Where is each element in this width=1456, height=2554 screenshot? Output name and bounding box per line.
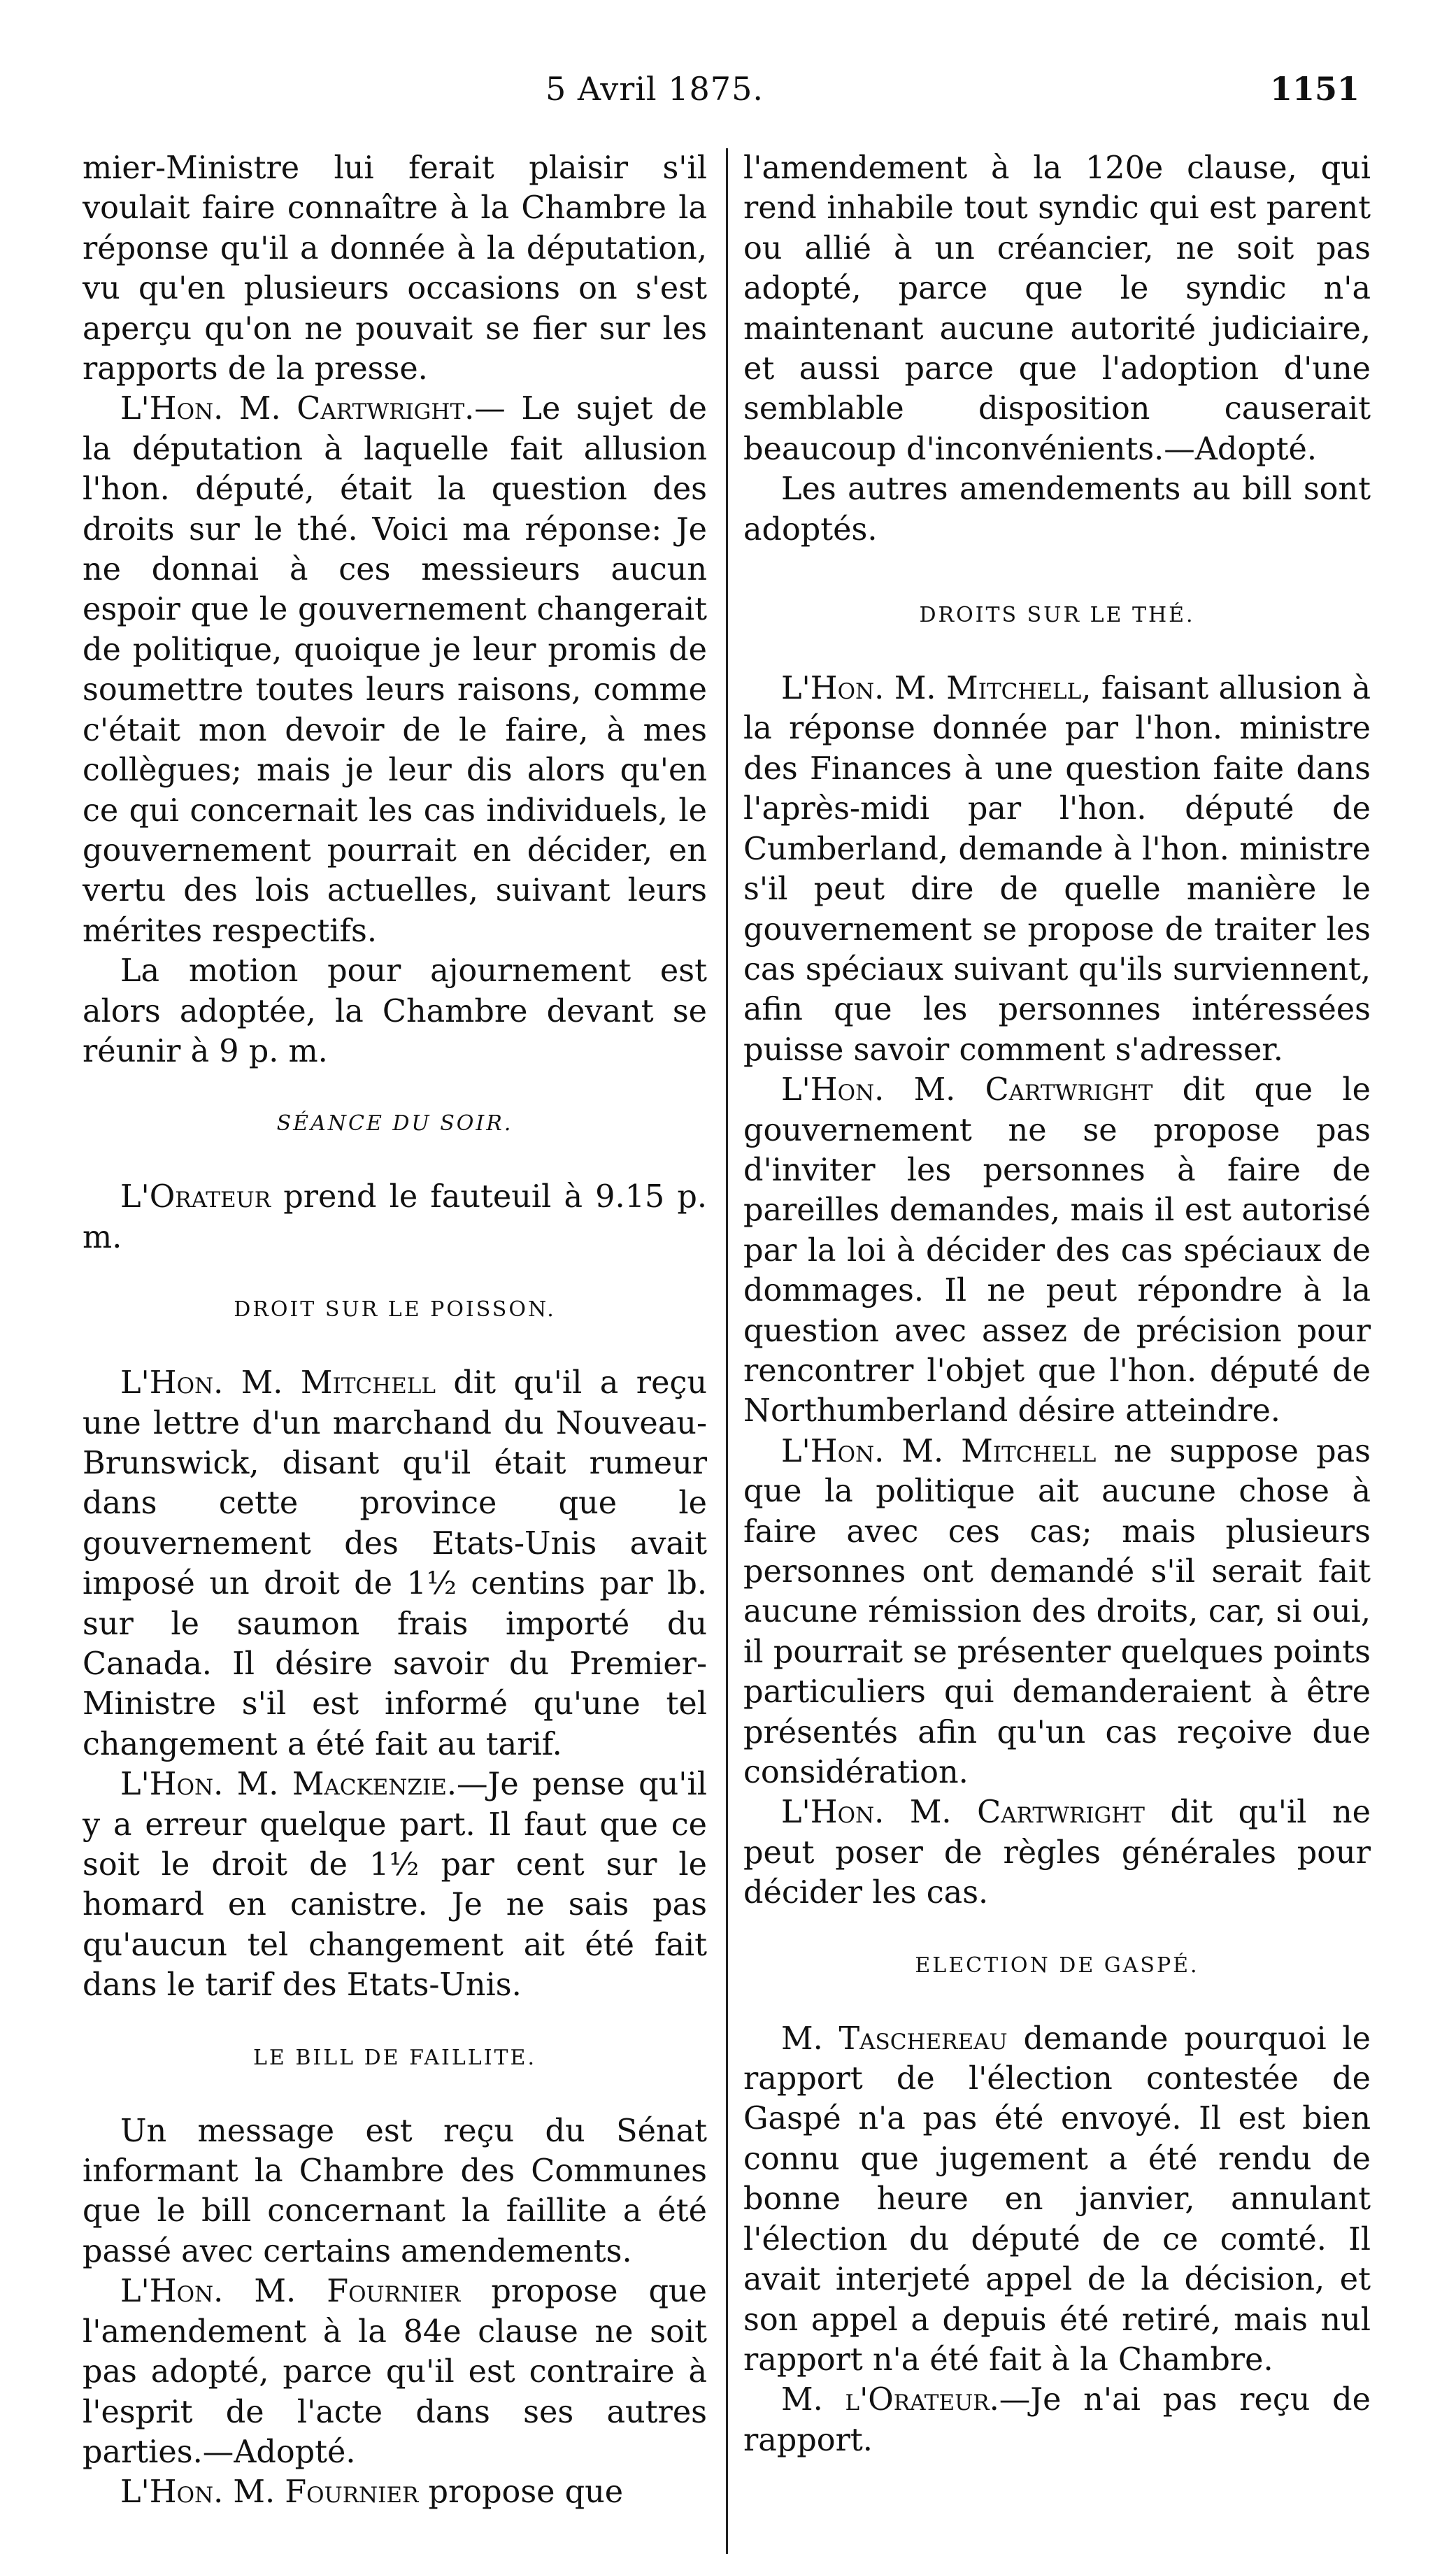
section-heading: LE BILL DE FAILLITE. — [253, 2045, 536, 2070]
section-heading: DROITS SUR LE THÉ. — [919, 603, 1195, 628]
paragraph: L'Hon. M. Cartwright dit que le gouvernement ne se propose pas d'inviter les personnes à faire de pareilles demandes, mais il est autorisé par la loi à décider des cas spéciaux de dommages. Il ne peut répondre à la question avec assez de précision pour rencontrer l'objet que l'hon. député de Northumberland désire atteindre. — [743, 1072, 1371, 1429]
paragraph: M. l'Orateur.—Je n'ai pas reçu de rapport. — [743, 2382, 1371, 2458]
paragraph: L'Hon. M. Mackenzie.—Je pense qu'il y a erreur quelque part. Il faut que ce soit le droit de 1½ par cent sur le homard en canistre. Je ne sais pas qu'aucun tel changement ait été fait dans le tarif des Etats-Unis. — [83, 1767, 707, 2004]
section-heading: ELECTION DE GASPÉ. — [915, 1953, 1199, 1978]
column-divider — [726, 148, 728, 2554]
speaker: L'Hon. M. Cartwright — [781, 1795, 1145, 1831]
page-number: 1151 — [1269, 70, 1359, 108]
speaker: L'Hon. M. Fournier — [120, 2474, 419, 2511]
speaker: L'Hon. M. Fournier — [120, 2274, 461, 2310]
paragraph: L'Hon. M. Mitchell dit qu'il a reçu une lettre d'un marchand du Nouveau-Brunswick, disant qu'il était rumeur dans cette province que le gouvernement des Etats-Unis avait imposé un droit de 1½ centins par lb. sur le saumon frais importé du Canada. Il désire savoir du Premier-Ministre s'il est informé qu'une tel changement a été fait au tarif. — [83, 1365, 707, 1762]
left-column — [83, 148, 707, 2513]
paragraph: L'Hon. M. Fournier propose que — [120, 2474, 624, 2511]
paragraph: Les autres amendements au bill sont adoptés. — [743, 471, 1371, 548]
speaker: L'Hon. M. Mackenzie. — [120, 1767, 457, 1803]
paragraph: L'Orateur prend le fauteuil à 9.15 p. m. — [83, 1179, 707, 1255]
paragraph: L'Hon. M. Mitchell, faisant allusion à la réponse donnée par l'hon. ministre des Finances à une question faite dans l'après-midi par l'hon. député de Cumberland, demande à l'hon. ministre s'il peut dire de quelle manière le gouvernement se propose de traiter les cas spéciaux suivant qu'ils surviennent, afin que les personnes intéressées puisse savoir comment s'adresser. — [743, 671, 1371, 1068]
section-heading: DROIT SUR LE POISSON. — [234, 1297, 556, 1322]
speaker: L'Hon. M. Mitchell — [781, 1433, 1097, 1469]
paragraph: L'Hon. M. Fournier propose que l'amendement à la 84e clause ne soit pas adopté, parce qu'il est contraire à l'esprit de l'acte dans ses autres parties.—Adopté. — [83, 2274, 707, 2470]
paragraph: l'amendement à la 120e clause, qui rend inhabile tout syndic qui est parent ou allié à un créancier, ne soit pas adopté, parce que le syndic n'a maintenant aucune autorité judiciaire, et aussi parce que l'adoption d'une semblable disposition causerait beaucoup d'inconvénients.—Adopté. — [743, 150, 1371, 467]
paragraph: mier-Ministre lui ferait plaisir s'il voulait faire connaître à la Chambre la réponse qu'il a donnée à la députation, vu qu'en plusieurs occasions on s'est aperçu qu'on ne pouvait se fier sur les rapports de la presse. — [83, 150, 707, 387]
speaker: L'Hon. M. Cartwright — [781, 1072, 1153, 1108]
speaker: L'Hon. M. Mitchell, — [781, 671, 1092, 707]
speaker: L'Orateur — [120, 1179, 271, 1215]
paragraph: La motion pour ajournement est alors adoptée, la Chambre devant se réunir à 9 p. m. — [83, 953, 707, 1069]
speaker: M. l'Orateur. — [781, 2382, 999, 2418]
paragraph: Un message est reçu du Sénat informant la Chambre des Communes que le bill concernant la faillite a été passé avec certains amendements. — [83, 2113, 707, 2269]
paragraph: L'Hon. M. Cartwright.— Le sujet de la députation à laquelle fait allusion l'hon. député, était la question des droits sur le thé. Voici ma réponse: Je ne donnai à ces messieurs aucun espoir que le gouvernement changerait de politique, quoique je leur promis de soumettre toutes leurs raisons, comme c'était mon devoir de le faire, à mes collègues; mais je leur dis alors qu'en ce qui concernait les cas individuels, le gouvernement pourrait en décider, en vertu des lois actuelles, suivant leurs mérites respectifs. — [83, 391, 707, 949]
paragraph: M. Taschereau demande pourquoi le rapport de l'élection contestée de Gaspé n'a pas été envoyé. Il est bien connu que jugement a été rendu de bonne heure en janvier, annulant l'élection du député de ce comté. Il avait interjeté appel de la décision, et son appel a depuis été retiré, mais nul rapport n'a été fait à la Chambre. — [743, 2020, 1371, 2378]
paragraph: L'Hon. M. Mitchell ne suppose pas que la politique ait aucune chose à faire avec ces cas; mais plusieurs personnes ont demandé s'il serait fait aucune rémission des droits, car, si oui, il pourrait se présenter quelques points particuliers qui demanderaient à être présentés afin qu'un cas reçoive due considération. — [743, 1433, 1371, 1791]
paragraph: L'Hon. M. Cartwright dit qu'il ne peut poser de règles générales pour décider les cas. — [743, 1795, 1371, 1911]
right-column — [743, 148, 1371, 2460]
page-header — [0, 70, 1456, 112]
speaker: L'Hon. M. Mitchell — [120, 1365, 436, 1401]
speaker: L'Hon. M. Cartwright. — [120, 391, 475, 427]
speaker: M. Taschereau — [781, 2020, 1008, 2057]
section-heading: SÉANCE DU SOIR. — [276, 1111, 513, 1136]
header-date: 5 Avril 1875. — [545, 70, 764, 108]
